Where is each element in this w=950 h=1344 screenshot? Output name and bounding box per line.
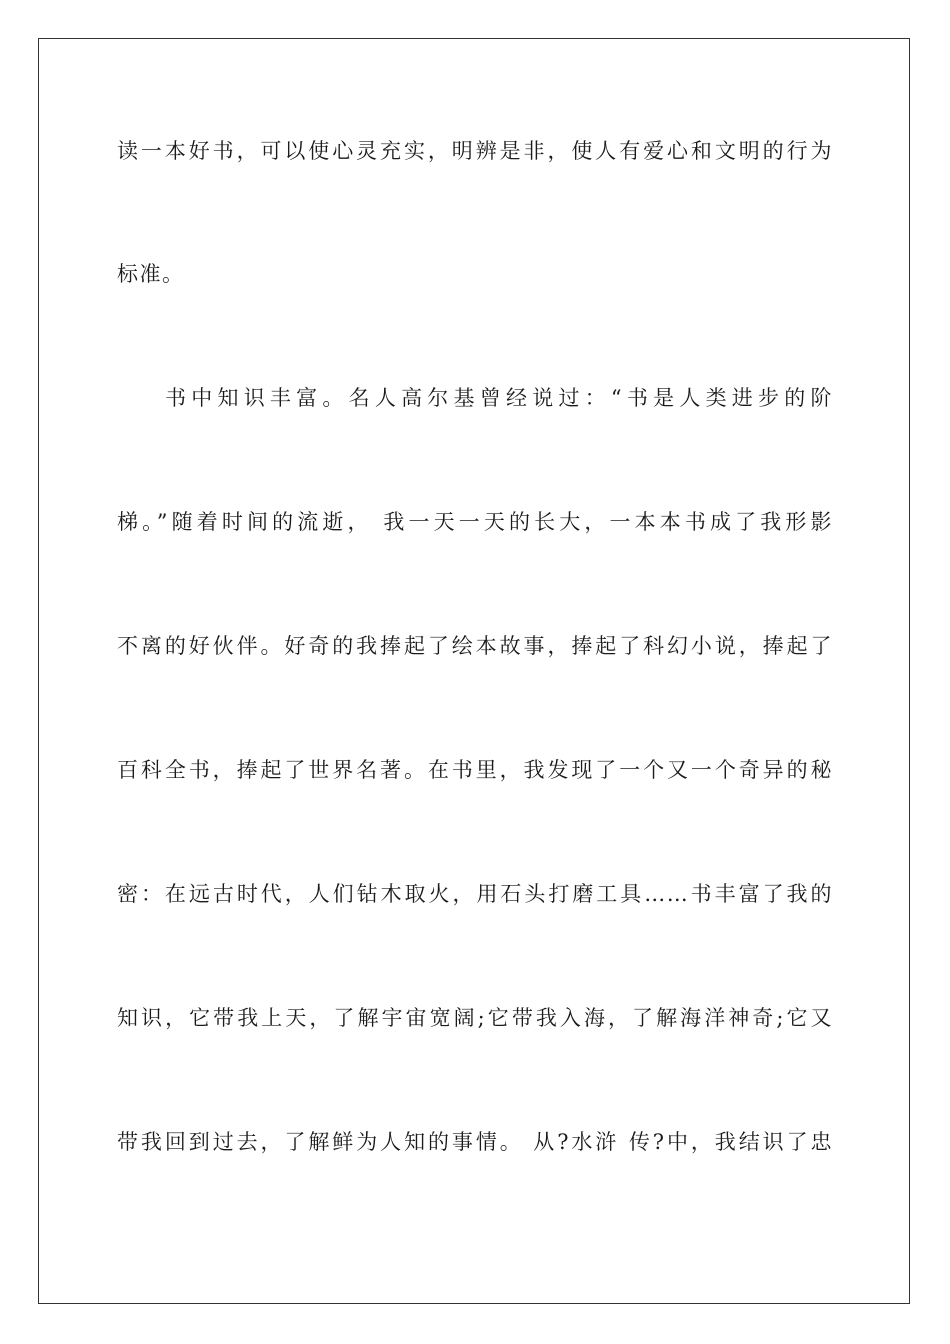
text-line-6: 百科全书，捧起了世界名著。在书里，我发现了一个又一个奇异的秘 [117, 758, 833, 782]
text-line-5: 不离的好伙伴。好奇的我捧起了绘本故事，捧起了科幻小说，捧起了 [117, 634, 833, 658]
text-line-7: 密：在远古时代，人们钻木取火，用石头打磨工具……书丰富了我的 [117, 882, 833, 906]
text-line-2: 标准。 [117, 262, 185, 286]
text-line-3: 书中知识丰富。名人高尔基曾经说过：“书是人类进步的阶 [165, 386, 833, 410]
text-line-9: 带我回到过去，了解鲜为人知的事情。 从?水浒 传?中，我结识了忠 [117, 1130, 833, 1154]
text-line-1: 读一本好书，可以使心灵充实，明辨是非，使人有爱心和文明的行为 [117, 139, 833, 163]
page-frame [38, 38, 910, 1304]
text-line-8: 知识，它带我上天，了解宇宙宽阔;它带我入海，了解海洋神奇;它又 [117, 1006, 833, 1030]
text-line-4: 梯。”随着时间的流逝， 我一天一天的长大，一本本书成了我形影 [117, 510, 833, 534]
